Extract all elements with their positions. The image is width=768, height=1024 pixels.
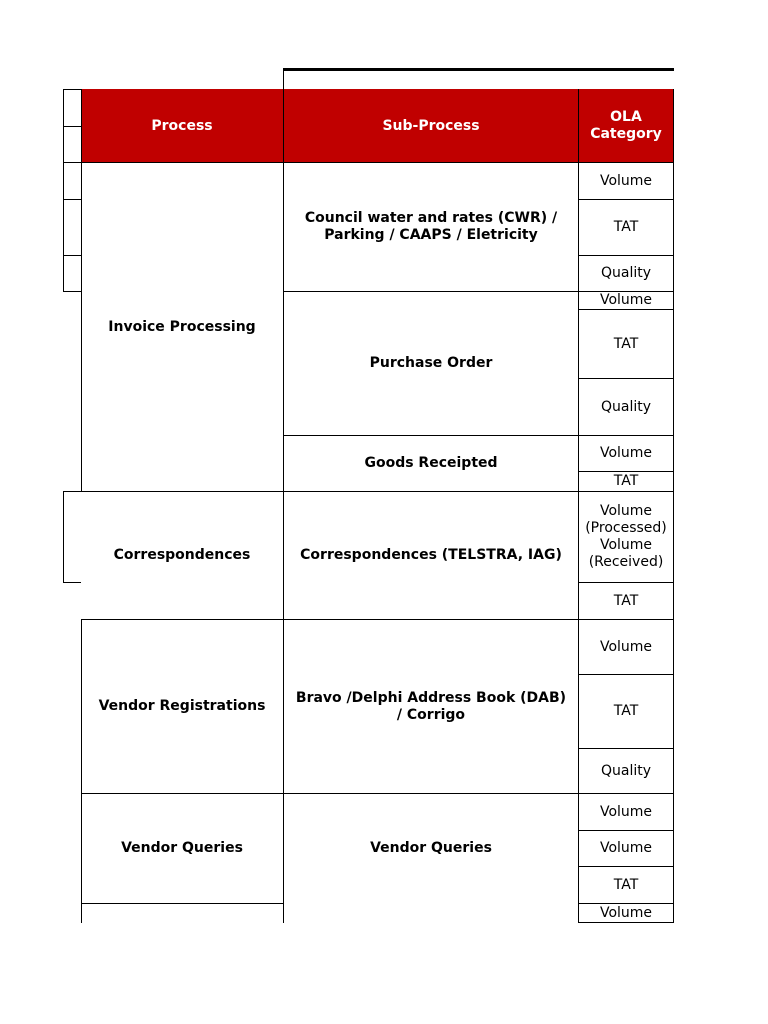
header-ola-category: OLA Category: [590, 109, 662, 142]
process-cell: Correspondences: [113, 547, 251, 563]
process-cell: Invoice Processing: [108, 318, 256, 335]
ola-cell: TAT: [613, 473, 639, 489]
grid-line: [63, 126, 81, 127]
ola-cell: Volume: [599, 638, 653, 655]
grid-line: [63, 255, 81, 256]
ola-cell: Quality: [600, 398, 652, 415]
sub-process-cell: Bravo /Delphi Address Book (DAB) / Corrigo: [295, 689, 567, 723]
ola-cell: Volume: [599, 803, 653, 820]
ola-cell: TAT: [613, 219, 639, 235]
grid-line: [81, 903, 284, 904]
process-cell: Vendor Registrations: [98, 698, 266, 714]
grid-line: [578, 922, 674, 923]
header-process: Process: [151, 117, 213, 134]
ola-cell: Volume: [599, 292, 653, 308]
ola-cell: TAT: [613, 703, 639, 719]
ola-cell: Volume: [599, 840, 653, 856]
ola-cell: TAT: [613, 592, 639, 609]
ola-cell: Volume: [599, 445, 653, 461]
grid-line: [63, 89, 64, 292]
grid-line: [63, 199, 81, 200]
ola-cell: Volume: [599, 172, 653, 189]
grid-line: [63, 89, 81, 90]
top-rule: [283, 68, 674, 71]
grid-line: [63, 162, 81, 163]
sub-process-cell: Correspondences (TELSTRA, IAG): [300, 547, 562, 563]
ola-cell: TAT: [613, 876, 639, 893]
ola-cell: Quality: [600, 265, 652, 281]
grid-line: [63, 291, 81, 292]
sub-process-cell: Vendor Queries: [370, 840, 492, 856]
grid-line: [673, 89, 674, 923]
header-sub-process: Sub-Process: [382, 117, 480, 134]
ola-cell: TAT: [613, 335, 639, 352]
grid-line: [63, 582, 81, 583]
sub-process-cell: Council water and rates (CWR) / Parking / CAAPS / Eletricity: [304, 210, 558, 243]
sub-process-cell: Goods Receipted: [364, 455, 498, 471]
ola-cell: Volume: [599, 904, 653, 921]
sub-process-cell: Purchase Order: [369, 355, 493, 371]
grid-line: [63, 491, 64, 583]
process-cell: Vendor Queries: [121, 840, 243, 856]
ola-cell: Quality: [600, 762, 652, 779]
ola-cell: Volume (Processed) Volume (Received): [585, 503, 667, 570]
